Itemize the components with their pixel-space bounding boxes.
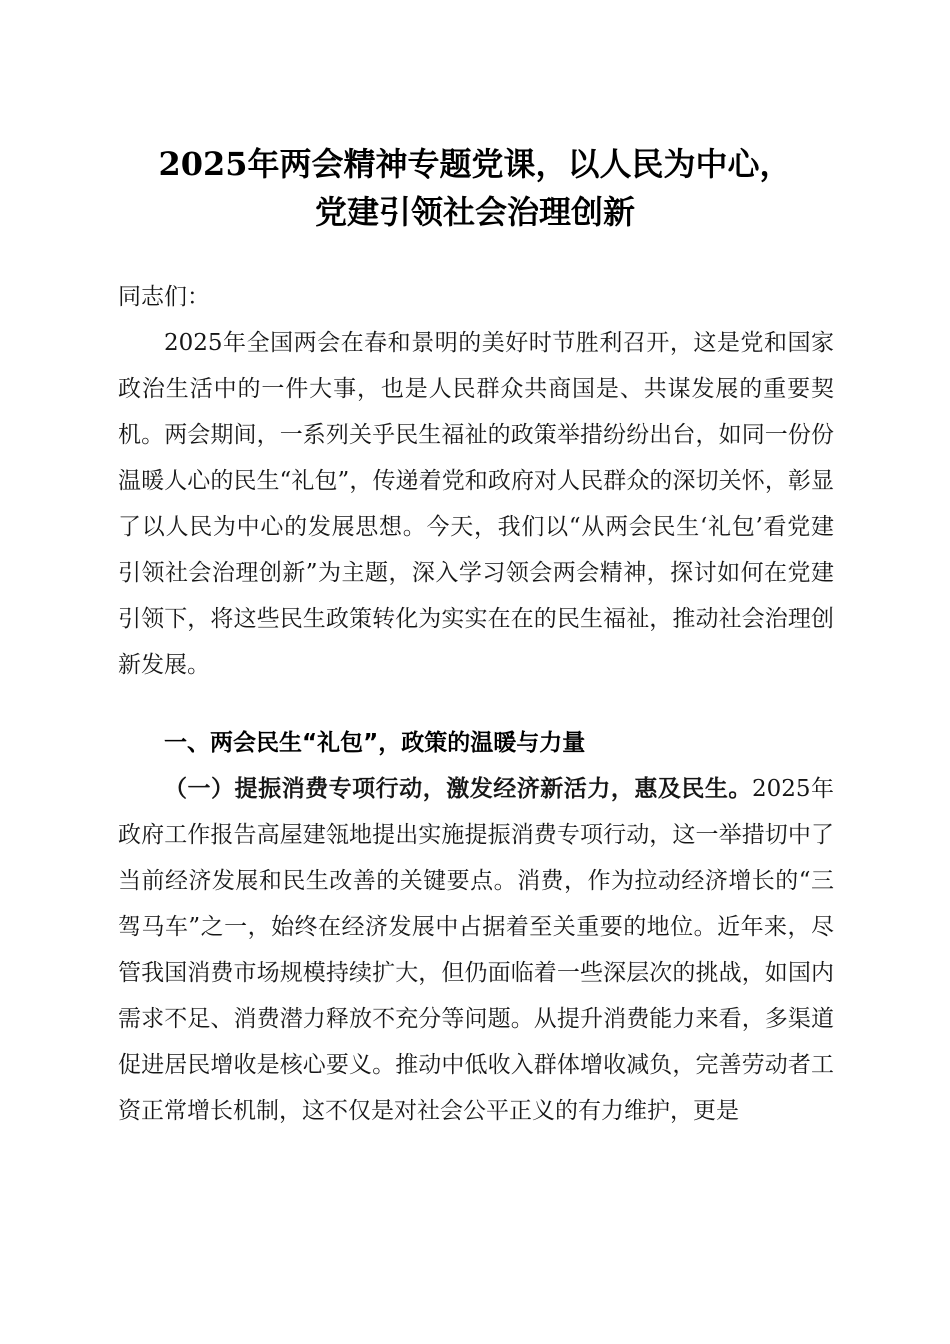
section-heading-1: 一、两会民生“礼包”，政策的温暖与力量 — [164, 730, 586, 756]
paragraph-consumption-text: 2025年政府工作报告高屋建瓴地提出实施提振消费专项行动，这一举措切中了当前经济发展和民生改善的关键要点。消费，作为拉动经济增长的“三驾马车”之一，始终在经济发展中占据着至关重要的地位。近年来，尽管我国消费市场规模持续扩大，但仍面临着一些深层次的挑战，如国内需求不足、消费潜力释放不充分等问题。从提升消费能力来看，多渠道促进居民增收是核心要义。推动中低收入群体增收减负，完善劳动者工资正常增长机制，这不仅是对社会公平正义的有力维护，更是 — [118, 776, 834, 1124]
paragraph-consumption — [118, 766, 834, 1134]
paragraph-intro: 2025年全国两会在春和景明的美好时节胜利召开，这是党和国家政治生活中的一件大事，也是人民群众共商国是、共谋发展的重要契机。两会期间，一系列关乎民生福祉的政策举措纷纷出台，如同一份份温暖人心的民生“礼包”，传递着党和政府对人民群众的深切关怀，彰显了以人民为中心的发展思想。今天，我们以“从两会民生‘礼包’看党建引领社会治理创新”为主题，深入学习领会两会精神，探讨如何在党建引领下，将这些民生政策转化为实实在在的民生福祉，推动社会治理创新发展。 — [118, 330, 834, 678]
salutation: 同志们： — [118, 284, 210, 310]
document-title-line-2: 党建引领社会治理创新 — [314, 193, 635, 231]
document-title-line-1: 2025年两会精神专题党课，以人民为中心， — [158, 145, 792, 183]
subsection-heading-1: （一）提振消费专项行动，激发经济新活力，惠及民生。 — [164, 775, 752, 802]
